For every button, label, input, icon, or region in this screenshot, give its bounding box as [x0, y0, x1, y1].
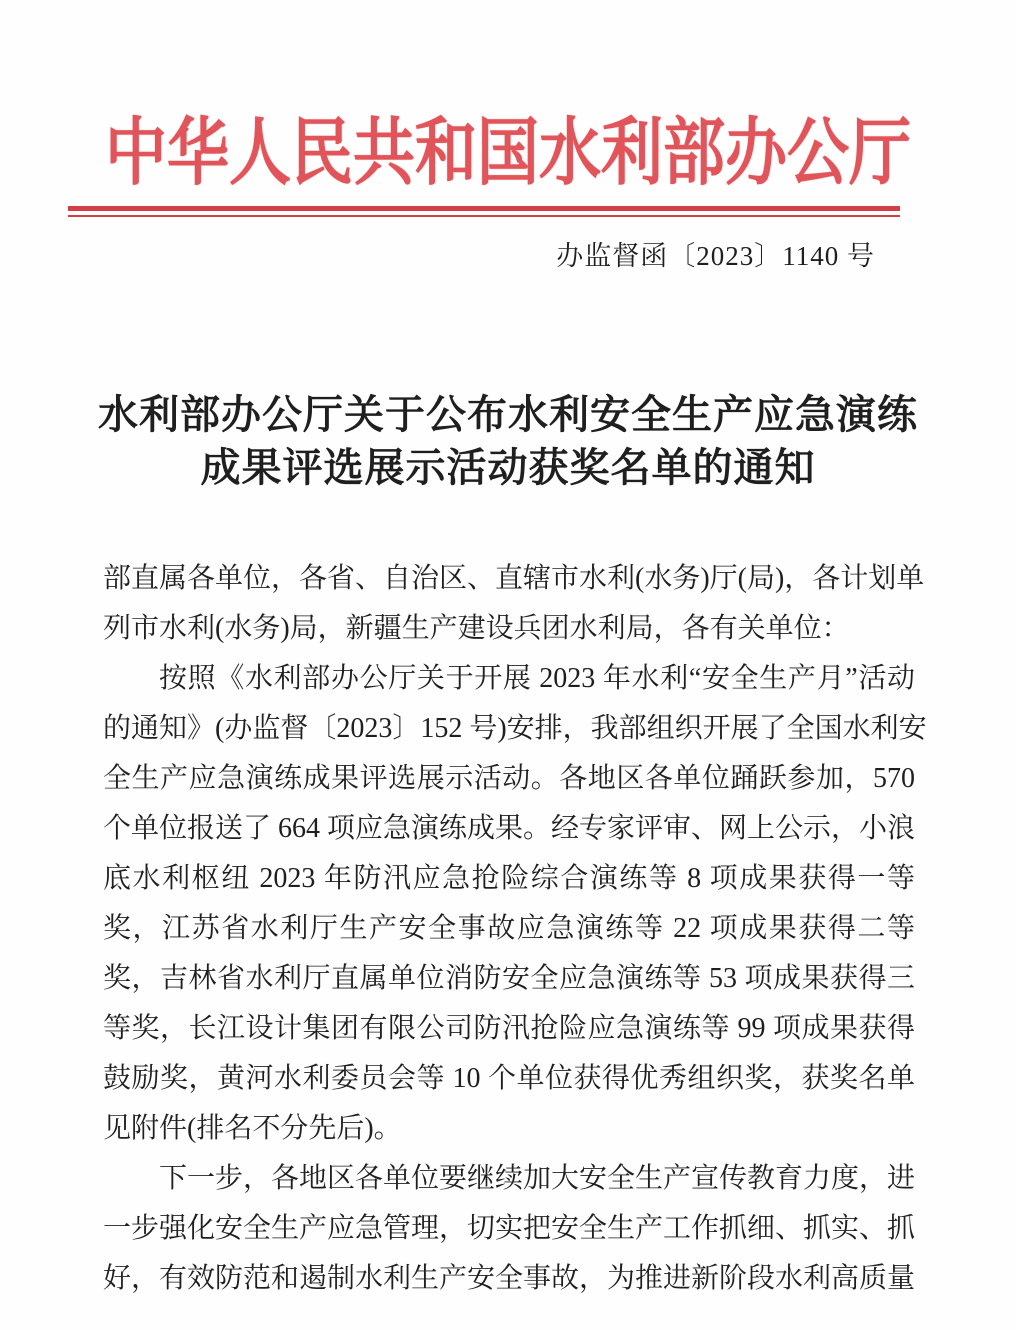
notice-title	[0, 388, 1016, 494]
notice-title-line-1: 水利部办公厅关于公布水利安全生产应急演练	[98, 392, 918, 437]
body-line: 底水利枢纽 2023 年防汛应急抢险综合演练等 8 项成果获得一等	[103, 863, 915, 894]
notice-body	[103, 554, 927, 1304]
body-line: 奖，吉林省水利厅直属单位消防安全应急演练等 53 项成果获得三	[103, 963, 915, 994]
salutation-line: 部直属各单位，各省、自治区、直辖市水利(水务)厅(局)，各计划单	[103, 563, 925, 594]
body-line: 见附件(排名不分先后)。	[103, 1113, 402, 1144]
body-line: 奖，江苏省水利厅生产安全事故应急演练等 22 项成果获得二等	[103, 913, 915, 944]
body-line: 一步强化安全生产应急管理，切实把安全生产工作抓细、抓实、抓	[103, 1213, 916, 1244]
letterhead-title: 中华人民共和国水利部办公厅	[104, 113, 911, 195]
salutation-line: 列市水利(水务)局，新疆生产建设兵团水利局，各有关单位：	[103, 613, 850, 644]
body-line: 好，有效防范和遏制水利生产安全事故，为推进新阶段水利高质量	[103, 1263, 916, 1294]
notice-title-line-2: 成果评选展示活动获奖名单的通知	[200, 445, 816, 490]
body-line: 个单位报送了 664 项应急演练成果。经专家评审、网上公示，小浪	[103, 813, 916, 844]
document-number: 办监督函〔2023〕1140 号	[556, 241, 875, 271]
body-line: 全生产应急演练成果评选展示活动。各地区各单位踊跃参加，570	[103, 763, 915, 794]
body-line: 等奖，长江设计集团有限公司防汛抢险应急演练等 99 项成果获得	[103, 1013, 915, 1044]
letterhead-rule	[68, 206, 900, 217]
body-line: 鼓励奖，黄河水利委员会等 10 个单位获得优秀组织奖，获奖名单	[103, 1063, 915, 1094]
letterhead-rule-thin	[68, 215, 900, 217]
body-line: 下一步，各地区各单位要继续加大安全生产宣传教育力度，进	[159, 1163, 916, 1194]
body-line: 的通知》(办监督〔2023〕152 号)安排，我部组织开展了全国水利安	[103, 713, 927, 744]
body-line: 按照《水利部办公厅关于开展 2023 年水利“安全生产月”活动	[159, 663, 915, 694]
